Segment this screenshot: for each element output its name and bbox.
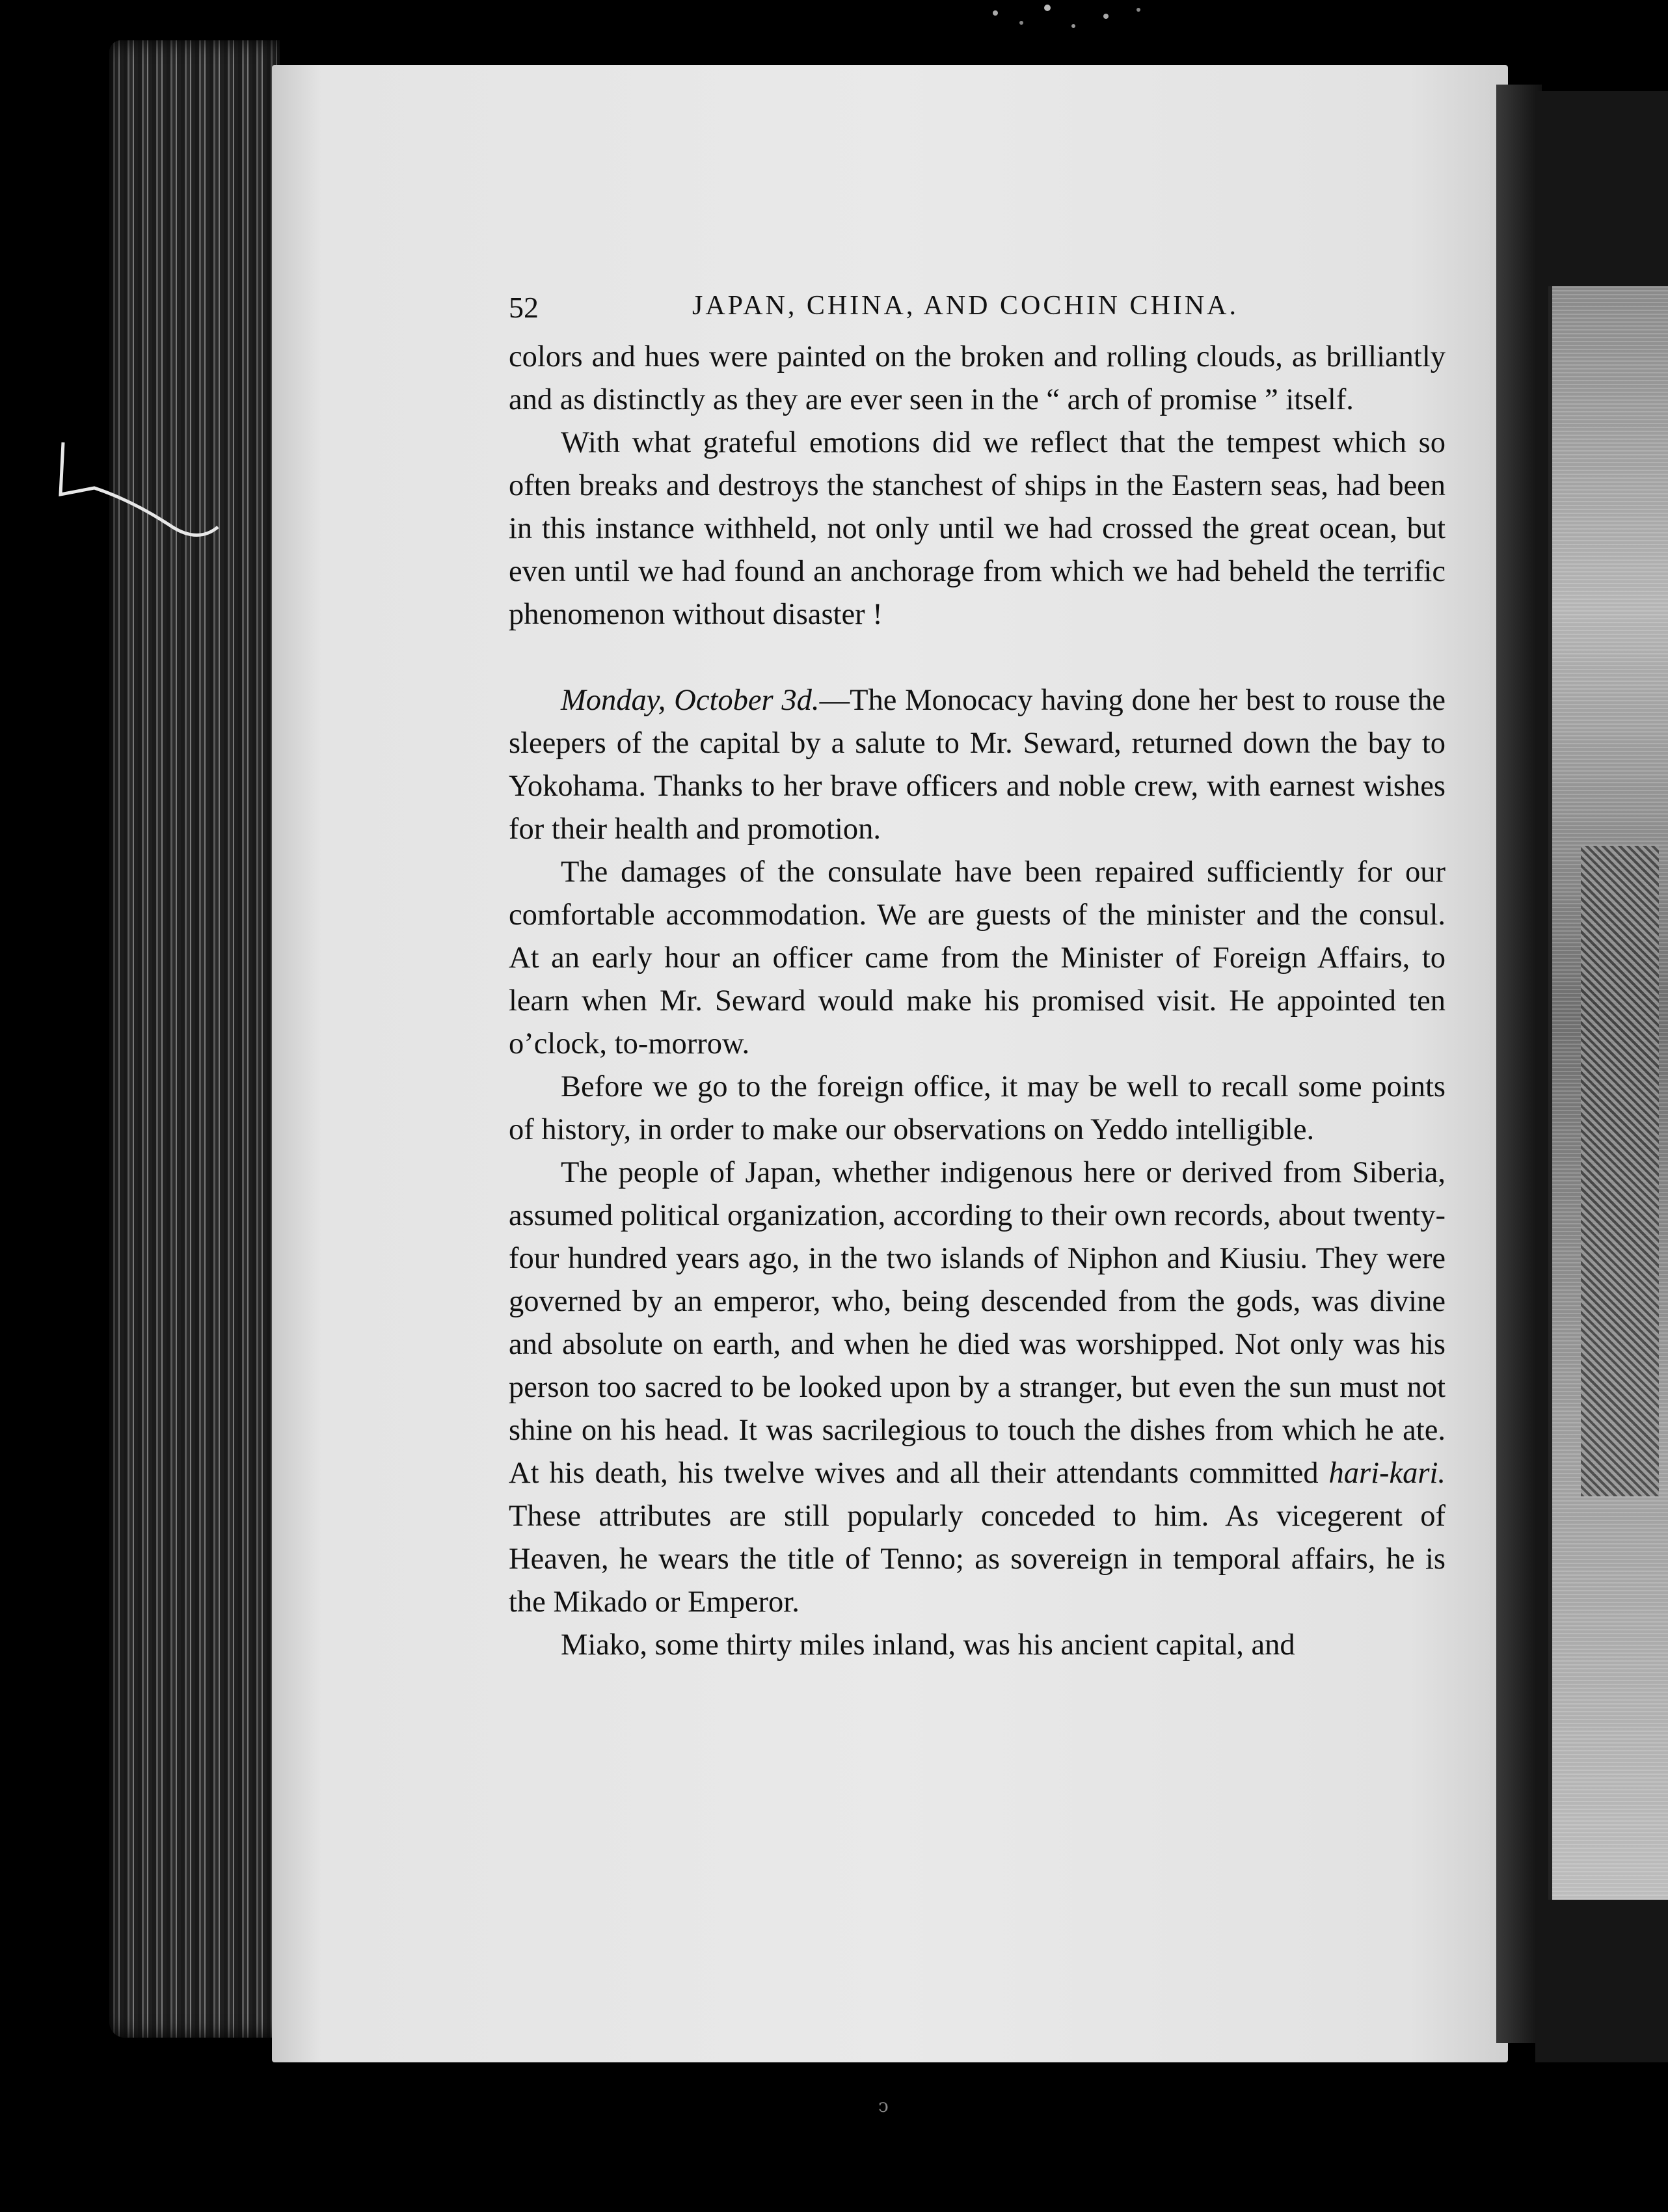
italic-term: hari-kari. (1328, 1457, 1446, 1490)
date-label: Monday, October 3d. (561, 684, 820, 717)
bottom-scan-mark: ↄ (878, 2095, 889, 2116)
margin-thread-mark (55, 429, 224, 560)
body-text (509, 336, 1446, 1667)
engraving-detail (1581, 846, 1659, 1496)
paragraph: With what grateful emotions did we reflect that the tempest which so often breaks and destroys the stanchest of ships in the Eastern seas, had been in this instance withheld, not only until we had crossed the great ocean, but even until we had found an anchorage from which we had beheld the terrific phenomenon without disaster ! (509, 426, 1446, 631)
paragraph: Before we go to the foreign office, it may be well to recall some points of history, in order to make our observations on Yeddo intelligible. (509, 1070, 1446, 1146)
running-head (509, 286, 1446, 332)
running-title: JAPAN, CHINA, AND COCHIN CHINA. (692, 291, 1239, 321)
text-block (509, 286, 1446, 1667)
book-page-edges (109, 40, 280, 2038)
paragraph: Miako, some thirty miles inland, was his ancient capital, and (561, 1628, 1295, 1662)
section-gap (509, 636, 1446, 679)
paragraph: The damages of the consulate have been repaired sufficiently for our comfortable accommodation. We are guests of the minister and the consul. At an early hour an officer came from the Minister of Foreign Affairs, to learn when Mr. Seward would make his promised visit. He appointed ten o’clock, to-morrow. (509, 856, 1446, 1060)
paragraph (509, 1152, 1446, 1624)
scan-specks (976, 0, 1171, 39)
paragraph: colors and hues were painted on the broken and rolling clouds, as brilliantly and as distinctly as they are ever seen in the “ arch of promise ” itself. (509, 340, 1446, 416)
paragraph-text: These attributes are still popularly conceded to him. As vicegerent of Heaven, he wears the title of Tenno; as sovereign in temporal affairs, he is the Mikado or Emperor. (509, 1500, 1446, 1619)
page-number: 52 (509, 291, 539, 324)
paragraph-text: The people of Japan, whether indigenous here or derived from Siberia, assumed political organization, according to their own records, about twenty-four hundred years ago, in the two islands of Niphon and Kiusiu. They were governed by an emperor, who, being descended from the gods, was divine and absolute on earth, and when he died was worshipped. Not only was his person too sacred to be looked upon by a stranger, but even the sun must not shine on his head. It was sacrilegious to touch the dishes from which he ate. At his death, his twelve wives and all their attendants committed (509, 1156, 1446, 1490)
paragraph-text: —The Monocacy having done her best to rouse the sleepers of the capital by a salute to Mr. Seward, returned down the bay to Yokohama. Thanks to her brave officers and noble crew, with earnest wishes for their health and promotion. (509, 684, 1446, 846)
dated-paragraph (509, 679, 1446, 851)
